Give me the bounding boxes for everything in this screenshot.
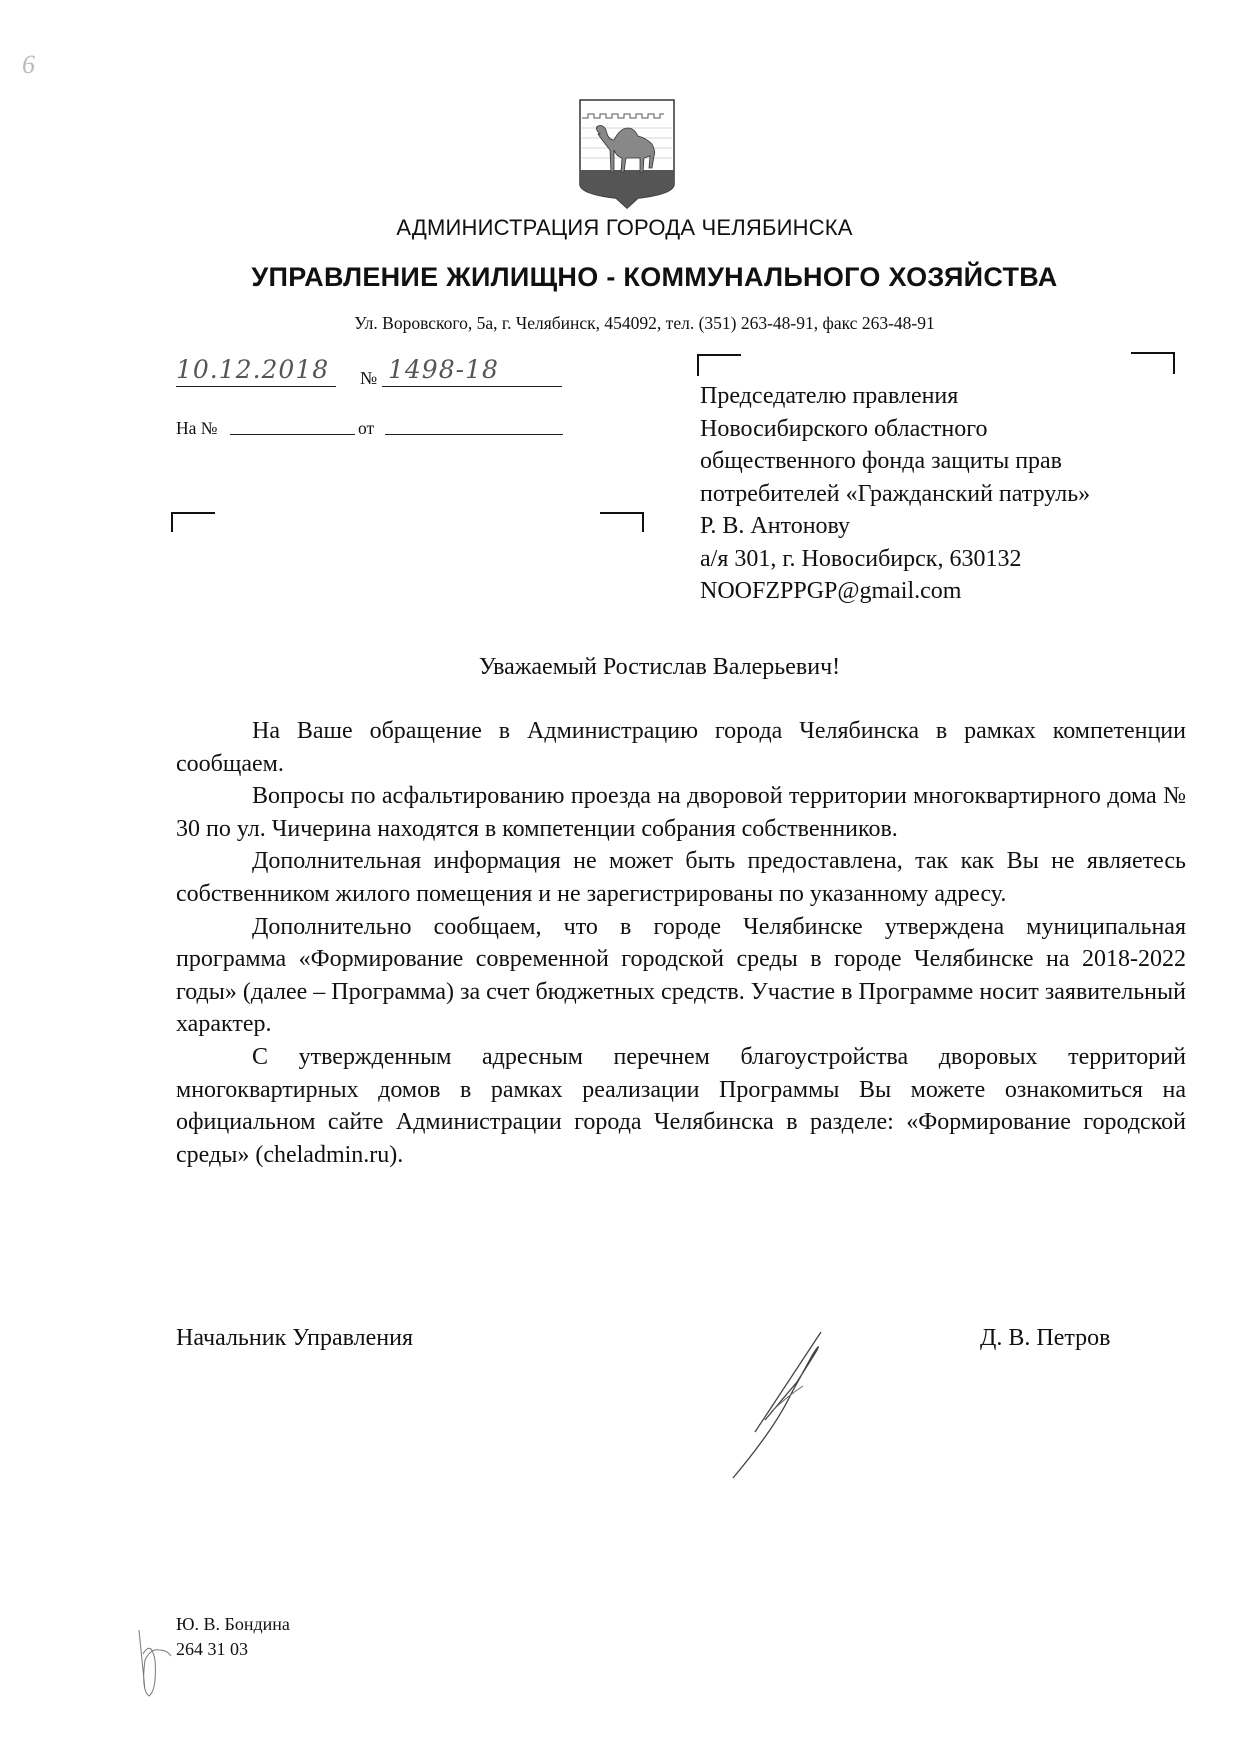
recipient-bracket-left [697, 354, 741, 376]
body-paragraph: Дополнительно сообщаем, что в городе Челябинске утверждена муниципальная программа «Формирование современной городской среды в городе Челябинске на 2018-2022 годы» (далее – Программа) за счет бюджетных средств. Участие в Программе носит заявительный характер. [176, 913, 1186, 1038]
body-paragraph: На Ваше обращение в Администрацию города Челябинска в рамках компетенции сообщаем. [176, 718, 1186, 777]
reference-from-label: от [358, 418, 375, 438]
corner-bracket-top-right [600, 512, 644, 532]
coat-of-arms-icon [578, 98, 676, 210]
reference-date-blank [385, 434, 563, 435]
recipient-line: Председателю правления [700, 383, 959, 409]
recipient-block [700, 380, 1090, 608]
recipient-bracket-right [1131, 352, 1175, 374]
body-paragraph: Дополнительная информация не может быть предоставлена, так как Вы не являетесь собственником жилого помещения и не зарегистрированы по указанному адресу. [176, 848, 1186, 907]
recipient-email: NOOFZPPGP@gmail.com [700, 578, 962, 604]
recipient-line: Новосибирского областного [700, 415, 988, 442]
recipient-name: Р. В. Антонову [700, 513, 851, 539]
registration-number-label: № [360, 368, 378, 388]
registration-number: 1498-18 [388, 355, 499, 384]
handwritten-page-mark: 6 [22, 50, 35, 79]
signatory-name: Д. В. Петров [980, 1325, 1111, 1351]
registration-date: 10.12.2018 [176, 355, 330, 384]
corner-bracket-top-left [171, 512, 215, 532]
recipient-address: а/я 301, г. Новосибирск, 630132 [700, 545, 1022, 572]
reference-number-label: На № [176, 418, 218, 438]
signatory-position: Начальник Управления [176, 1325, 413, 1351]
body-paragraph: Вопросы по асфальтированию проезда на дворовой территории многоквартирного дома № 30 по ул. Чичерина находятся в компетенции собрания собственников. [176, 783, 1186, 842]
reference-number-blank [230, 434, 355, 435]
department-address: Ул. Воровского, 5а, г. Челябинск, 454092, тел. (351) 263-48-91, факс 263-48-91 [354, 313, 935, 333]
recipient-line: общественного фонда защиты прав [700, 448, 1063, 474]
executor-block [176, 1612, 290, 1662]
registration-date-underline [176, 386, 336, 387]
body-paragraph: С утвержденным адресным перечнем благоустройства дворовых территорий многоквартирных домов в рамках реализации Программы Вы можете ознакомиться на официальном сайте Администрации города Челябинска в разделе: «Формирование городской среды» (cheladmin.ru). [176, 1043, 1186, 1168]
letter-body [176, 715, 1186, 1171]
executor-name: Ю. В. Бондина [176, 1614, 290, 1634]
department-title: УПРАВЛЕНИЕ ЖИЛИЩНО - КОММУНАЛЬНОГО ХОЗЯЙСТВА [251, 262, 1058, 292]
signature-icon [725, 1320, 885, 1480]
executor-phone: 264 31 03 [176, 1639, 248, 1659]
greeting: Уважаемый Ростислав Валерьевич! [478, 654, 841, 680]
registration-number-underline [382, 386, 562, 387]
administration-title: АДМИНИСТРАЦИЯ ГОРОДА ЧЕЛЯБИНСКА [396, 215, 853, 240]
recipient-line: потребителей «Гражданский патруль» [700, 480, 1091, 507]
